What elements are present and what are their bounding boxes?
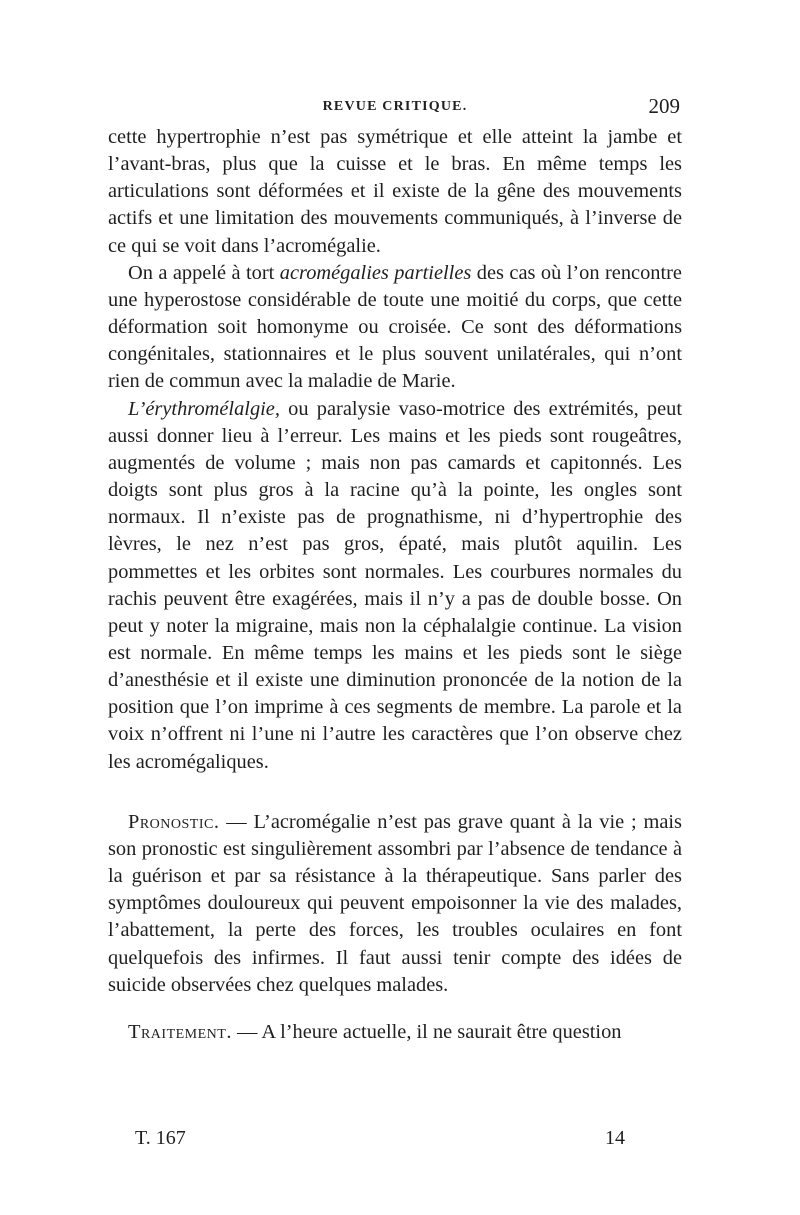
italic-term: L’érythromélalgie, bbox=[128, 397, 280, 420]
paragraph-text: cette hypertrophie n’est pas symétrique et elle atteint la jambe et l’avant-bras, plus que la cuisse et le bras. En même temps les articulations sont déformées et il existe de la gêne des mouvements actifs et une limitation des mouvements communiqués, à l’inverse de ce qui se voit dans l’acromégalie. bbox=[108, 126, 682, 257]
paragraph-treatment bbox=[108, 1019, 682, 1046]
section-heading-treatment: Traitement. bbox=[128, 1020, 232, 1043]
section-gap bbox=[108, 999, 682, 1019]
paragraph-text: On a appelé à tort bbox=[128, 261, 280, 284]
paragraph-prognosis bbox=[108, 809, 682, 999]
body-text bbox=[108, 124, 682, 1046]
paragraph-text: ou paralysie vaso-motrice des extrémités, peut aussi donner lieu à l’erreur. Les mains et les pieds sont rougeâtres, augmentés de volume ; mais non pas camards et capitonnés. Les doigts sont plus gros à la racine qu’à la pointe, les ongles sont normaux. Il n’existe pas de prognathisme, ni d’hypertrophie des lèvres, le nez n’est pas gros, épaté, mais plutôt aquilin. Les pommettes et les orbites sont normales. Les courbures normales du rachis peuvent être exagérées, mais il n’y a pas de double bosse. On peut y noter la migraine, mais non la céphalalgie continue. La vision est normale. En même temps les mains et les pieds sont le siège d’anesthésie et il existe une diminution prononcée de la notion de la position que l’on imprime à ces segments de membre. La parole et la voix n’offrent ni l’une ni l’autre les caractères que l’on observe chez les acromégaliques. bbox=[108, 397, 682, 773]
section-heading-prognosis: Pronostic. bbox=[128, 810, 220, 833]
italic-term: acromégalies partielles bbox=[279, 261, 472, 284]
paragraph-text: — L’acromégalie n’est pas grave quant à la vie ; mais son pronostic est singulièrement assombri par l’absence de tendance à la guérison et par sa résistance à la thérapeutique. Sans parler des symptômes douloureux qui peuvent empoisonner la vie des malades, l’abattement, la perte des forces, les troubles oculaires en font quelquefois des infirmes. Il faut aussi tenir compte des idées de suicide observées chez quelques malades. bbox=[108, 810, 682, 996]
section-gap bbox=[108, 776, 682, 809]
paragraph-erythromelalgia bbox=[108, 396, 682, 776]
page-footer bbox=[135, 1127, 625, 1153]
signature-mark-right: 14 bbox=[605, 1127, 625, 1149]
paragraph-text: — A l’heure actuelle, il ne saurait être question bbox=[231, 1020, 622, 1043]
running-head bbox=[110, 94, 680, 119]
signature-mark-left: T. 167 bbox=[135, 1127, 186, 1149]
paragraph-partial-acromegaly bbox=[108, 260, 682, 396]
running-title: REVUE CRITIQUE. bbox=[322, 99, 468, 114]
page-number: 209 bbox=[648, 94, 680, 118]
paragraph-hypertrophy bbox=[108, 124, 682, 260]
paragraph-text: des cas où l’on rencontre une hyperostose considérable de toute une moitié du corps, que cette déformation soit homonyme ou croisée. Ce sont des déformations congénitales, stationnaires et le plus souvent unilatérales, qui n’ont rien de commun avec la maladie de Marie. bbox=[108, 261, 682, 393]
